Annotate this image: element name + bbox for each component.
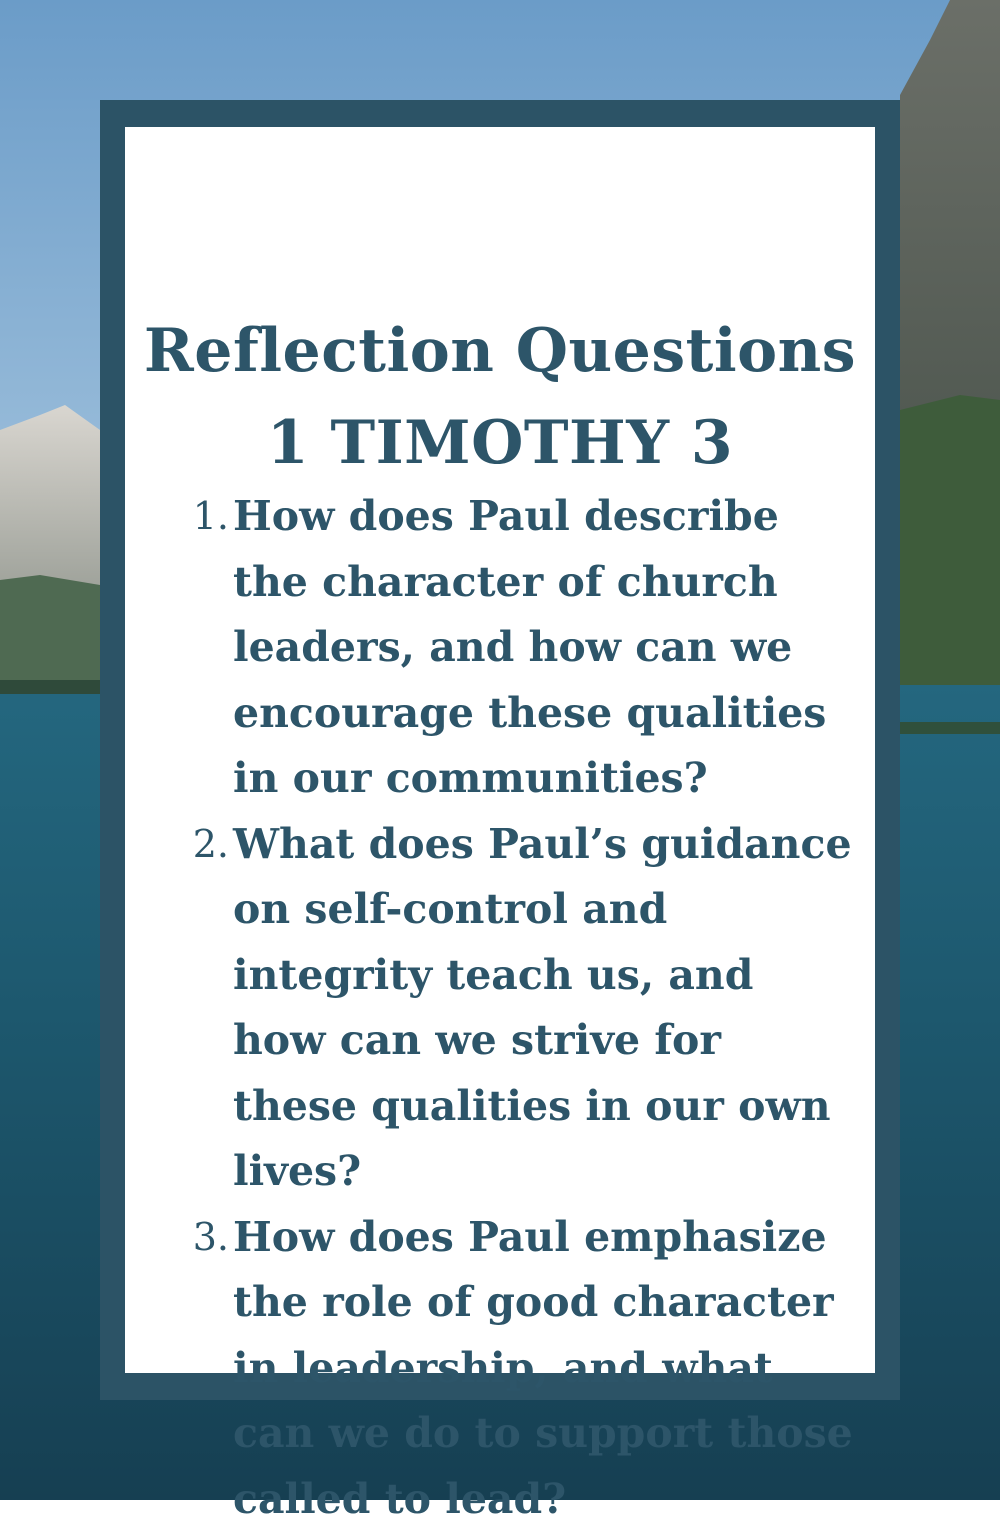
question-item (125, 484, 875, 812)
question-text: How does Paul describe the character of church leaders, and how can we encourage these qualities in our communities? (233, 492, 826, 802)
title-line-2: 1 TIMOTHY 3 (125, 397, 875, 489)
right-forest-slope (900, 395, 1000, 735)
question-number: 2. (189, 812, 229, 878)
question-text: What does Paul’s guidance on self-control and integrity teach us, and how can we strive for these qualities in our own lives? (233, 820, 852, 1196)
question-number: 1. (189, 484, 229, 550)
question-text: How does Paul emphasize the role of good character in leadership, and what can we do to support those called to lead? (233, 1213, 853, 1523)
question-number: 3. (189, 1205, 229, 1271)
question-item (125, 812, 875, 1205)
reflection-card (125, 127, 875, 1373)
right-shoreline (900, 722, 1000, 734)
left-forest-shore (0, 575, 100, 690)
title-line-1: Reflection Questions (125, 305, 875, 397)
card-title (125, 305, 875, 489)
question-item (125, 1205, 875, 1532)
left-shoreline (0, 680, 100, 694)
question-list (125, 484, 875, 1532)
